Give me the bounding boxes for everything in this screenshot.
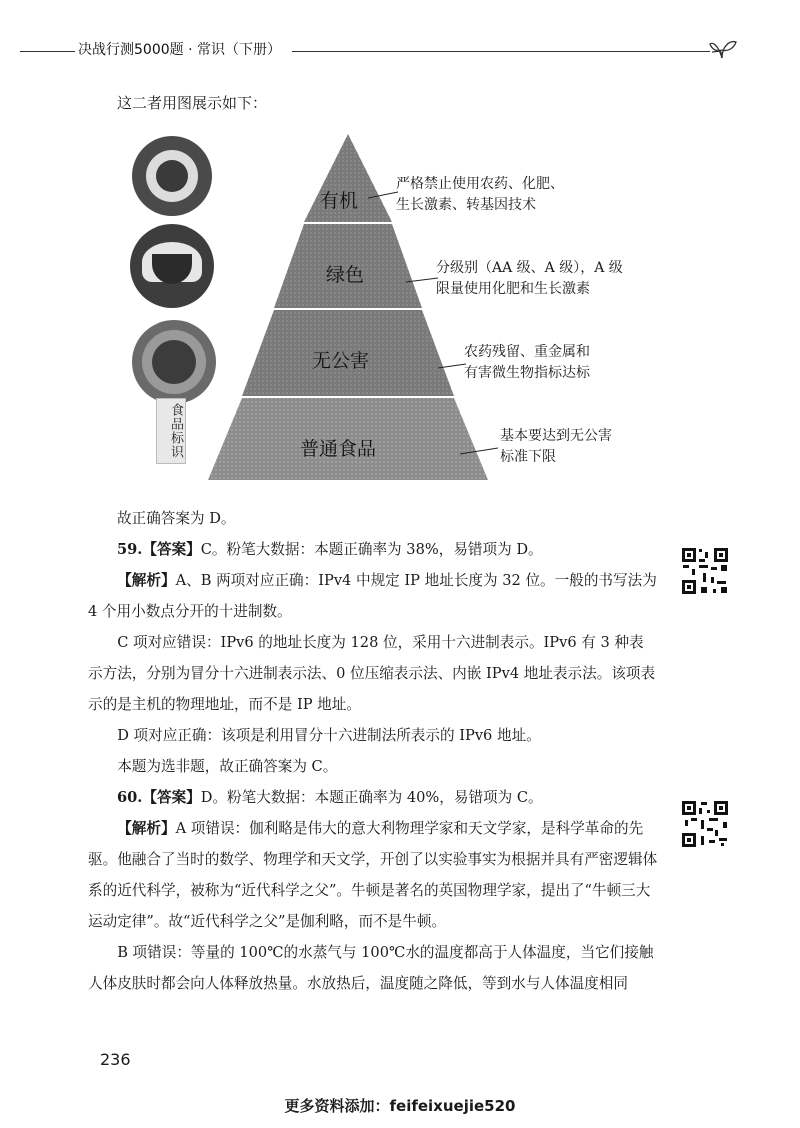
- tier-label-organic: 有机: [320, 190, 359, 212]
- analysis-59-c: C 项对应错误：IPv6 的地址长度为 128 位，采用十六进制表示。IPv6 有 3 种表示方法，分别为冒分十六进制表示法、0 位压缩表示法、内嵌 IPv4 地址表示法。该项表示的是主机的物理地址，而不是 IP 地址。: [88, 634, 656, 713]
- note-pollution-free: [464, 342, 590, 384]
- intro-text: 这二者用图展示如下：: [117, 94, 268, 112]
- page-header: [0, 36, 800, 66]
- note-organic-line-1: 严格禁止使用农药、化肥、: [396, 176, 564, 192]
- analysis-59-conclusion: 本题为选非题，故正确答案为 C。: [117, 758, 338, 775]
- answer-60: [117, 782, 657, 813]
- analysis-60-a: [88, 813, 658, 937]
- analysis-60-b: B 项错误：等量的 100℃的水蒸气与 100℃水的温度都高于人体温度，当它们接触人体皮肤时都会向人体释放热量。水放热后，温度随之降低，等到水与人体温度相同: [88, 944, 654, 992]
- note-common-line-1: 基本要达到无公害: [500, 428, 612, 444]
- answer-59: [117, 534, 657, 565]
- answer-conclusion-58: 故正确答案为 D。: [117, 510, 236, 527]
- analysis-59-ab: [88, 565, 658, 627]
- qr-code-icon[interactable]: [681, 800, 729, 848]
- tier-label-pollution-free: 无公害: [312, 350, 370, 372]
- food-pyramid-figure: [120, 128, 680, 488]
- tier-label-common: 普通食品: [300, 438, 377, 460]
- tier-label-green: 绿色: [326, 264, 365, 286]
- analysis-59-d: D 项对应正确：该项是利用冒分十六进制法所表示的 IPv6 地址。: [117, 727, 541, 744]
- answer-59-tag: 59.【答案】: [117, 541, 201, 558]
- header-rule-right: [292, 51, 710, 52]
- analysis-59-ab-text: A、B 两项对应正确：IPv4 中规定 IP 地址长度为 32 位。一般的书写法为 4 个用小数点分开的十进制数。: [88, 572, 657, 620]
- note-common: [500, 426, 612, 468]
- footer-note: 更多资料添加：feifeixuejie520: [284, 1097, 516, 1115]
- analysis-60-a-text: A 项错误：伽利略是伟大的意大利物理学家和天文学家，是科学革命的先驱。他融合了当时的数学、物理学和天文学，开创了以实验事实为根据并具有严密逻辑体系的近代科学，被称为“近代科学之父”。牛顿是著名的英国物理学家，提出了“牛顿三大运动定律”。故“近代科学之父”是伽利略，而不是牛顿。: [88, 820, 658, 930]
- note-green-line-2: 限量使用化肥和生长激素: [436, 281, 590, 297]
- food-label-tag: 食品标识: [156, 398, 186, 464]
- header-rule-left: [20, 51, 75, 52]
- answer-60-text: D。粉笔大数据：本题正确率为 40%，易错项为 C。: [200, 789, 543, 806]
- note-pollution-free-line-2: 有害微生物指标达标: [464, 365, 590, 381]
- leaf-icon: [708, 36, 738, 64]
- qr-code-icon[interactable]: [681, 547, 729, 595]
- analysis-60-tag: 【解析】: [117, 820, 176, 837]
- header-title: 决战行测5000题 · 常识（下册）: [78, 42, 281, 58]
- analysis-59-tag: 【解析】: [117, 572, 176, 589]
- note-green-line-1: 分级别（AA 级、A 级），A 级: [436, 260, 623, 276]
- answer-59-text: C。粉笔大数据：本题正确率为 38%，易错项为 D。: [200, 541, 543, 558]
- note-organic: [396, 174, 564, 216]
- note-organic-line-2: 生长激素、转基因技术: [396, 197, 536, 213]
- note-common-line-2: 标准下限: [500, 449, 556, 465]
- page-number: 236: [100, 1050, 131, 1069]
- note-green: [436, 258, 623, 300]
- answer-60-tag: 60.【答案】: [117, 789, 201, 806]
- note-pollution-free-line-1: 农药残留、重金属和: [464, 344, 590, 360]
